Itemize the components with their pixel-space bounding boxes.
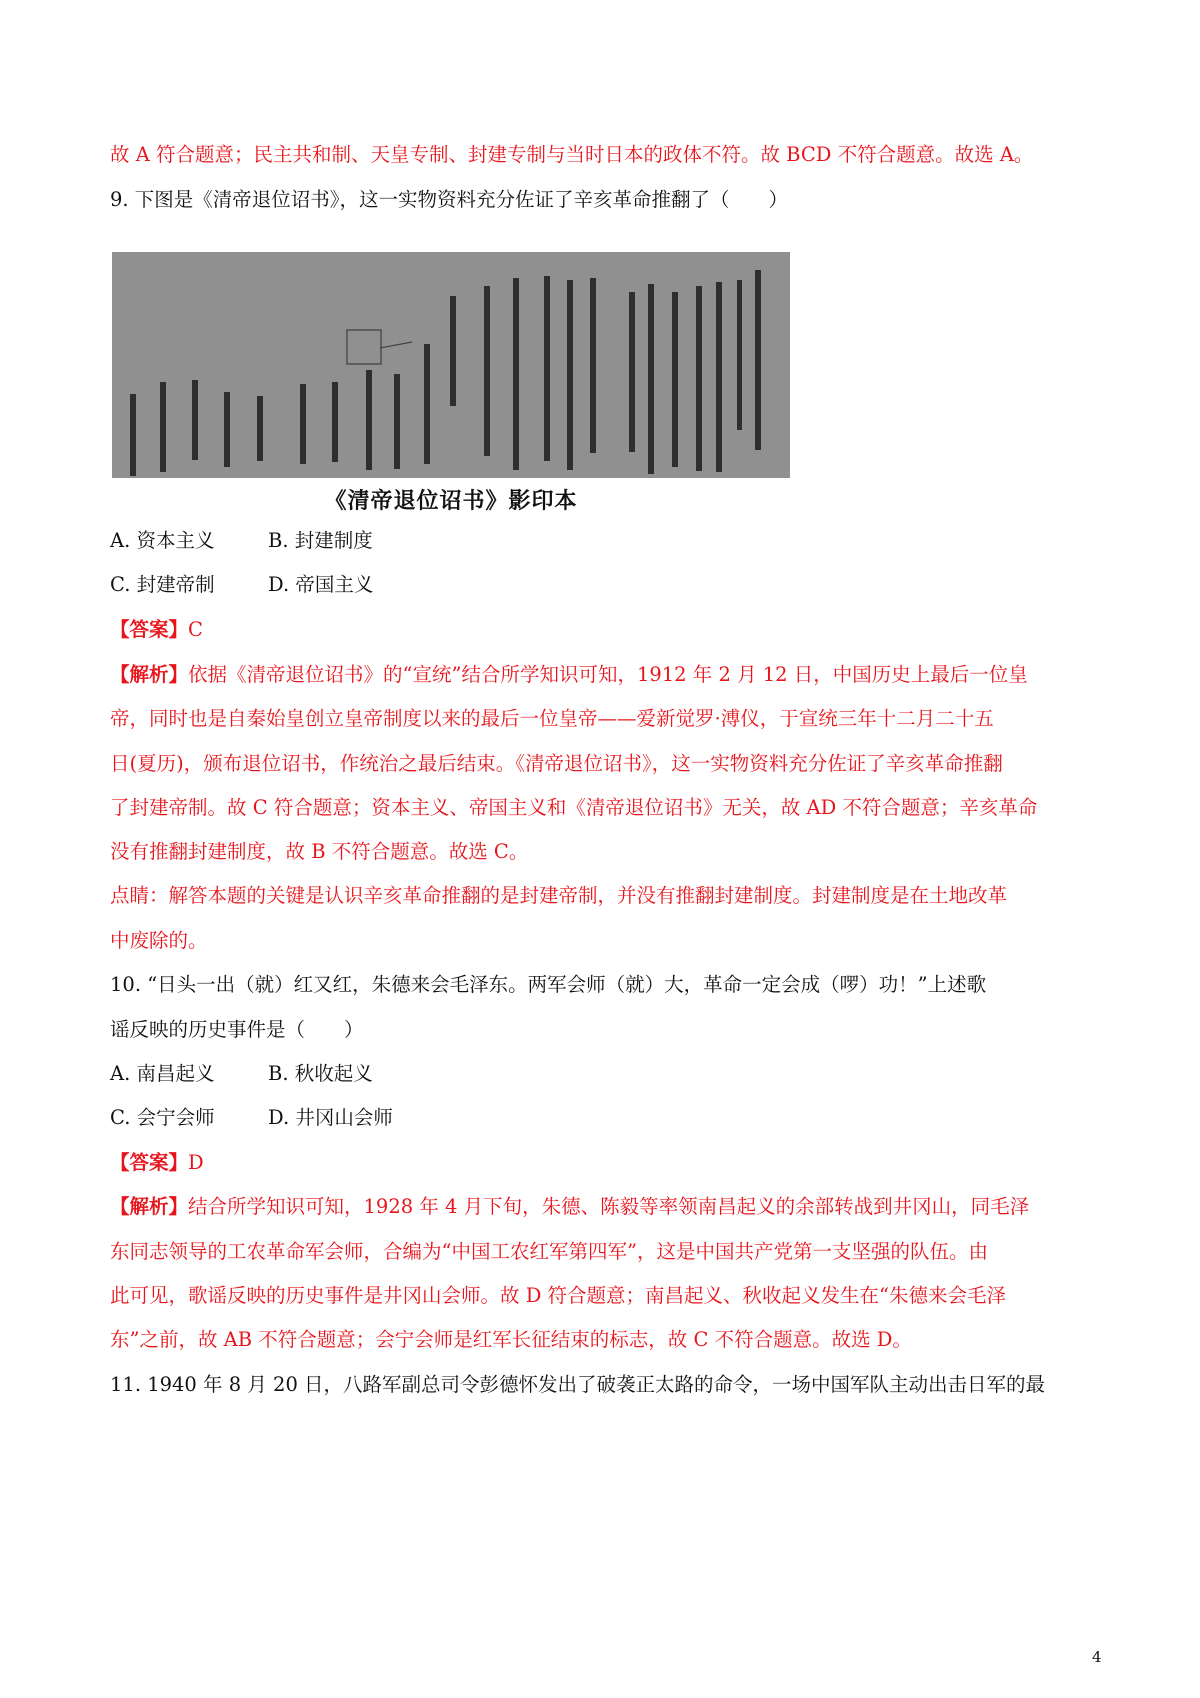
option-a: A. 资本主义 xyxy=(110,529,215,552)
question-9-tip-line-1: 点睛：解答本题的关键是认识辛亥革命推翻的是封建帝制，并没有推翻封建制度。封建制度是在土地改革 xyxy=(110,884,1008,907)
question-10-analysis-line-4: 东”之前，故 AB 不符合题意；会宁会师是红军长征结束的标志，故 C 不符合题意。故选 D。 xyxy=(110,1328,912,1351)
question-9-analysis-line-5: 没有推翻封建制度，故 B 不符合题意。故选 C。 xyxy=(110,840,529,863)
question-10-answer xyxy=(110,1149,204,1177)
option-c: C. 会宁会师 xyxy=(110,1106,215,1129)
option-d: D. 帝国主义 xyxy=(268,573,374,596)
answer-value: D xyxy=(188,1151,204,1174)
option-b: B. 封建制度 xyxy=(268,529,373,552)
question-10-options-row-1 xyxy=(110,1060,426,1088)
answer-value: C xyxy=(188,618,203,641)
question-9-answer xyxy=(110,616,203,644)
question-9-analysis-line-4: 了封建帝制。故 C 符合题意；资本主义、帝国主义和《清帝退位诏书》无关，故 AD 不符合题意；辛亥革命 xyxy=(110,796,1038,819)
analysis-tag: 【解析】 xyxy=(110,663,189,686)
page-number: 4 xyxy=(1092,1648,1102,1666)
option-b: B. 秋收起义 xyxy=(268,1062,373,1085)
analysis-text: 依据《清帝退位诏书》的“宣统”结合所学知识可知，1912 年 2 月 12 日，中国历史上最后一位皇 xyxy=(188,663,1028,686)
question-9-stem: 9. 下图是《清帝退位诏书》，这一实物资料充分佐证了辛亥革命推翻了（ ） xyxy=(110,188,789,211)
prev-analysis-tail: 故 A 符合题意；民主共和制、天皇专制、封建专制与当时日本的政体不符。故 BCD 不符合题意。故选 A。 xyxy=(110,143,1034,166)
option-c: C. 封建帝制 xyxy=(110,573,215,596)
option-d: D. 井冈山会师 xyxy=(268,1106,393,1129)
question-9-tip-line-2: 中废除的。 xyxy=(110,929,208,952)
question-9-analysis-line-3: 日(夏历)，颁布退位诏书，作统治之最后结束。《清帝退位诏书》，这一实物资料充分佐证了辛亥革命推翻 xyxy=(110,752,1003,775)
question-10-analysis-line-3: 此可见，歌谣反映的历史事件是井冈山会师。故 D 符合题意；南昌起义、秋收起义发生在“朱德来会毛泽 xyxy=(110,1284,1007,1307)
question-10-analysis-line-1 xyxy=(110,1193,1029,1221)
question-9-options-row-2 xyxy=(110,571,426,599)
question-11-stem-line-1: 11. 1940 年 8 月 20 日，八路军副总司令彭德怀发出了破袭正太路的命令，一场中国军队主动出击日军的最 xyxy=(110,1373,1046,1396)
answer-tag: 【答案】 xyxy=(110,1151,189,1174)
answer-tag: 【答案】 xyxy=(110,618,189,641)
figure-caption: 《清帝退位诏书》影印本 xyxy=(112,478,790,524)
analysis-tag: 【解析】 xyxy=(110,1195,189,1218)
analysis-text: 结合所学知识可知，1928 年 4 月下旬，朱德、陈毅等率领南昌起义的余部转战到井冈山，同毛泽 xyxy=(188,1195,1030,1218)
question-10-stem-line-1: 10. “日头一出（就）红又红，朱德来会毛泽东。两军会师（就）大，革命一定会成（啰）功！”上述歌 xyxy=(110,973,987,996)
question-10-options-row-2 xyxy=(110,1104,426,1132)
question-9-analysis-line-2: 帝，同时也是自秦始皇创立皇帝制度以来的最后一位皇帝——爱新觉罗·溥仪，于宣统三年十二月二十五 xyxy=(110,707,994,730)
question-10-stem-line-2: 谣反映的历史事件是（ ） xyxy=(110,1018,364,1041)
question-9-analysis-line-1 xyxy=(110,661,1028,689)
option-a: A. 南昌起义 xyxy=(110,1062,215,1085)
abdication-edict-photo xyxy=(112,252,790,524)
question-9-options-row-1 xyxy=(110,527,426,555)
question-10-analysis-line-2: 东同志领导的工农革命军会师，合编为“中国工农红军第四军”，这是中国共产党第一支坚强的队伍。由 xyxy=(110,1240,988,1263)
